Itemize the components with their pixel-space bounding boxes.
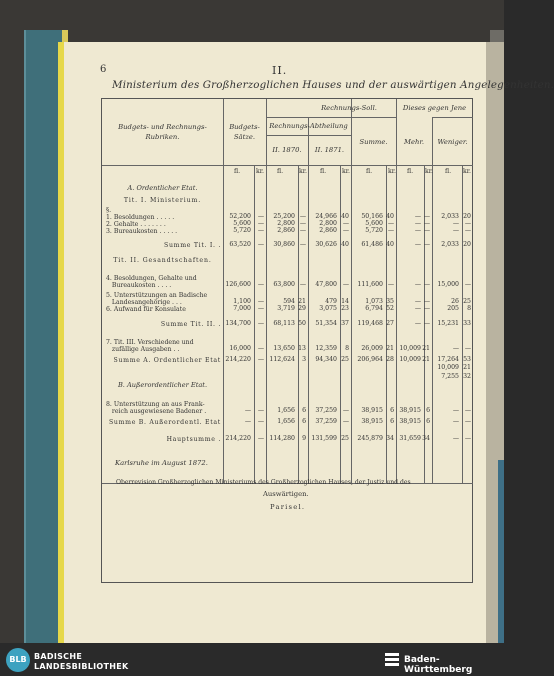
- row-11-mehr-kr: —: [423, 305, 430, 312]
- row-6-label: 3. Bureaukosten . . . . .: [106, 228, 178, 235]
- row-18-y1870: 114,280: [269, 435, 295, 442]
- row-2-label: Tit. I. Ministerium.: [123, 197, 202, 204]
- row-4-budget-kr: —: [257, 213, 264, 220]
- row-9-budget-kr: —: [257, 281, 264, 288]
- row-3-label: §.: [106, 207, 112, 214]
- row-6-summe: 5,720: [365, 227, 383, 234]
- row-13-mehr-kr: 21: [422, 345, 430, 352]
- row-14-y1871: 94,340: [315, 356, 337, 363]
- row-6-mehr: —: [414, 227, 421, 234]
- row-5-weniger-kr: —: [464, 220, 471, 227]
- row-11-mehr: —: [414, 305, 421, 312]
- page-number: 6: [100, 64, 107, 75]
- header-rubriken: Budgets- und Rechnungs- Rubriken.: [118, 123, 207, 141]
- row-14-y1870: 112,624: [269, 356, 295, 363]
- header-1870: II. 1870.: [272, 146, 302, 154]
- row-7-summe: 61,486: [361, 241, 383, 248]
- header-summe: Summe.: [359, 138, 388, 146]
- row-6-y1871-kr: —: [342, 227, 349, 234]
- col-divider: [396, 99, 397, 483]
- row-7-weniger-kr: 20: [463, 241, 471, 248]
- bookmark-ribbon: [498, 460, 504, 643]
- row-9-budget: 126,600: [225, 281, 251, 288]
- row-17-y1871: 37,259: [315, 418, 337, 425]
- row-7-mehr-kr: —: [423, 241, 430, 248]
- unit-kr: kr.: [388, 168, 396, 175]
- row-14-weniger-2: 10,009: [437, 364, 459, 371]
- row-7-mehr: —: [414, 241, 421, 248]
- row-18-mehr: 31,659: [399, 435, 421, 442]
- row-13-y1870: 13,650: [273, 345, 295, 352]
- row-divider: [266, 117, 396, 118]
- row-6-mehr-kr: —: [423, 227, 430, 234]
- row-14-weniger-kr: 53: [463, 356, 471, 363]
- row-5-y1870-kr: —: [299, 220, 306, 227]
- row-17-weniger-kr: —: [464, 418, 471, 425]
- blb-name-line-2: LANDESBIBLIOTHEK: [34, 662, 129, 671]
- row-13-label: 7. Tit. III. Verschiedene und zufällige Ausgaben . .: [106, 339, 194, 354]
- row-11-label: 6. Aufwand für Konsulate: [106, 306, 186, 313]
- row-13-budget-kr: —: [257, 345, 264, 352]
- row-4-summe-kr: 40: [386, 213, 394, 220]
- row-9-mehr: —: [414, 281, 421, 288]
- row-18-summe-kr: 34: [386, 435, 394, 442]
- row-10-summe: 1,073: [365, 298, 383, 305]
- row-8-label: Tit. II. Gesandtschaften.: [113, 257, 212, 264]
- row-14-summe: 206,964: [357, 356, 383, 363]
- row-17-summe: 38,915: [361, 418, 383, 425]
- row-18-weniger-kr: —: [464, 435, 471, 442]
- row-14-summe-kr: 28: [386, 356, 394, 363]
- row-6-y1871: 2,860: [319, 227, 337, 234]
- row-16-summe: 38,915: [361, 407, 383, 414]
- row-12-label: Summe Tit. II. .: [160, 321, 221, 328]
- row-12-mehr-kr: —: [423, 320, 430, 327]
- row-9-y1871: 47,800: [315, 281, 337, 288]
- row-16-y1870-kr: 6: [302, 407, 306, 414]
- row-11-y1870-kr: 29: [298, 305, 306, 312]
- row-14-weniger-2-kr: 21: [463, 364, 471, 371]
- unit-kr: kr.: [299, 168, 307, 175]
- row-11-summe-kr: 52: [386, 305, 394, 312]
- row-5-summe: 5,600: [365, 220, 383, 227]
- row-9-weniger: 15,000: [437, 281, 459, 288]
- row-18-mehr-kr: 34: [422, 435, 430, 442]
- row-7-y1871-kr: 40: [341, 241, 349, 248]
- row-9-mehr-kr: —: [423, 281, 430, 288]
- row-10-mehr-kr: —: [423, 298, 430, 305]
- col-divider: [308, 117, 309, 483]
- row-17-y1871-kr: —: [342, 418, 349, 425]
- row-6-weniger: —: [452, 227, 459, 234]
- row-16-budget-kr: —: [257, 407, 264, 414]
- footer-line-2: Auswärtigen.: [263, 490, 309, 498]
- row-6-weniger-kr: —: [464, 227, 471, 234]
- row-5-y1870: 2,800: [277, 220, 295, 227]
- row-13-summe-kr: 21: [386, 345, 394, 352]
- row-13-mehr: 10,009: [399, 345, 421, 352]
- row-12-summe: 119,468: [357, 320, 383, 327]
- row-7-label: Summe Tit. I. .: [164, 242, 221, 249]
- row-12-y1871-kr: 37: [341, 320, 349, 327]
- row-14-weniger: 17,264: [437, 356, 459, 363]
- row-11-y1871: 3,075: [319, 305, 337, 312]
- signature: Parisel.: [270, 503, 306, 511]
- row-10-mehr: —: [414, 298, 421, 305]
- row-9-summe-kr: —: [387, 281, 394, 288]
- unit-fl: fl.: [366, 168, 373, 175]
- row-18-summe: 245,879: [357, 435, 383, 442]
- row-14-budget: 214,220: [225, 356, 251, 363]
- row-12-y1870: 68,113: [273, 320, 295, 327]
- row-4-summe: 50,166: [361, 213, 383, 220]
- row-10-weniger-kr: 25: [463, 298, 471, 305]
- row-9-y1871-kr: —: [342, 281, 349, 288]
- row-17-mehr-kr: 6: [426, 418, 430, 425]
- row-14-weniger-3-kr: 32: [463, 373, 471, 380]
- row-4-label: 1. Besoldungen . . . . .: [106, 214, 175, 221]
- header-budget: Budgets- Sätze.: [229, 123, 260, 141]
- row-13-weniger: —: [452, 345, 459, 352]
- row-12-budget: 134,700: [225, 320, 251, 327]
- coat-of-arms-icon: [384, 651, 400, 667]
- row-17-y1870-kr: 6: [302, 418, 306, 425]
- row-16-y1871: 37,259: [315, 407, 337, 414]
- row-10-y1871-kr: 14: [341, 298, 349, 305]
- row-10-label: 5. Unterstützungen an Badische Landesangehörige . . .: [106, 292, 208, 307]
- row-16-y1871-kr: —: [342, 407, 349, 414]
- unit-fl: fl.: [277, 168, 284, 175]
- row-4-mehr: —: [414, 213, 421, 220]
- row-6-y1870-kr: —: [299, 227, 306, 234]
- row-17-budget-kr: —: [257, 418, 264, 425]
- row-6-budget: 5,720: [233, 227, 251, 234]
- row-12-mehr: —: [414, 320, 421, 327]
- row-11-summe: 6,794: [365, 305, 383, 312]
- row-10-summe-kr: 35: [386, 298, 394, 305]
- row-5-label: 2. Gehalte . . . . . . .: [106, 221, 166, 228]
- row-5-budget-kr: —: [257, 220, 264, 227]
- page-binding-strip: [58, 42, 64, 643]
- unit-fl: fl.: [445, 168, 452, 175]
- row-9-y1870-kr: —: [299, 281, 306, 288]
- place-date: Karlsruhe im August 1872.: [115, 459, 208, 467]
- row-11-y1871-kr: 23: [341, 305, 349, 312]
- header-1871: II. 1871.: [314, 146, 345, 154]
- row-13-weniger-kr: —: [464, 345, 471, 352]
- row-4-y1870-kr: —: [299, 213, 306, 220]
- row-5-weniger: —: [452, 220, 459, 227]
- row-4-mehr-kr: —: [423, 213, 430, 220]
- row-10-weniger: 26: [451, 298, 459, 305]
- row-6-budget-kr: —: [257, 227, 264, 234]
- row-12-summe-kr: 27: [386, 320, 394, 327]
- row-12-weniger-kr: 33: [463, 320, 471, 327]
- page-title: Ministerium des Großherzoglichen Hauses und der auswärtigen Angelegenheiten.: [112, 79, 554, 91]
- row-7-y1870-kr: —: [299, 241, 306, 248]
- row-17-summe-kr: 6: [390, 418, 394, 425]
- row-10-y1870-kr: 21: [298, 298, 306, 305]
- row-16-mehr: 38,915: [399, 407, 421, 414]
- row-18-y1871-kr: 25: [341, 435, 349, 442]
- row-18-budget-kr: —: [257, 435, 264, 442]
- row-4-weniger: 2,033: [441, 213, 459, 220]
- col-divider: [351, 99, 352, 483]
- row-5-summe-kr: —: [387, 220, 394, 227]
- col-divider: [266, 99, 267, 483]
- unit-kr: kr.: [425, 168, 433, 175]
- row-10-y1871: 479: [325, 298, 337, 305]
- row-18-y1870-kr: 9: [302, 435, 306, 442]
- col-divider: [223, 99, 224, 483]
- unit-fl: fl.: [320, 168, 327, 175]
- row-17-y1870: 1,656: [277, 418, 295, 425]
- row-9-summe: 111,600: [357, 281, 383, 288]
- row-10-budget: 1,100: [233, 298, 251, 305]
- unit-kr: kr.: [342, 168, 350, 175]
- row-14-y1871-kr: 25: [341, 356, 349, 363]
- row-12-y1871: 51,354: [315, 320, 337, 327]
- unit-fl: fl.: [234, 168, 241, 175]
- row-4-y1870: 25,200: [273, 213, 295, 220]
- row-13-y1870-kr: 13: [298, 345, 306, 352]
- row-4-y1871-kr: 40: [341, 213, 349, 220]
- row-4-weniger-kr: 20: [463, 213, 471, 220]
- unit-kr: kr.: [256, 168, 264, 175]
- row-18-budget: 214,220: [225, 435, 251, 442]
- header-weniger: Weniger.: [437, 138, 468, 146]
- row-11-weniger-kr: 8: [467, 305, 471, 312]
- row-4-y1871: 24,966: [315, 213, 337, 220]
- row-13-y1871-kr: 8: [345, 345, 349, 352]
- row-15-label: B. Außerordentlicher Etat.: [117, 381, 208, 389]
- unit-fl: fl.: [407, 168, 414, 175]
- row-7-budget: 63,520: [229, 241, 251, 248]
- row-5-budget: 5,600: [233, 220, 251, 227]
- unit-kr: kr.: [463, 168, 471, 175]
- row-17-mehr: 38,915: [399, 418, 421, 425]
- row-18-y1871: 131,599: [311, 435, 337, 442]
- row-16-y1870: 1,656: [277, 407, 295, 414]
- row-13-y1871: 12,359: [315, 345, 337, 352]
- row-16-budget: —: [244, 407, 251, 414]
- section-number: II.: [272, 64, 288, 77]
- row-11-weniger: 205: [447, 305, 459, 312]
- row-9-y1870: 63,800: [273, 281, 295, 288]
- row-10-y1870: 594: [283, 298, 295, 305]
- row-6-summe-kr: —: [387, 227, 394, 234]
- row-5-y1871: 2,800: [319, 220, 337, 227]
- row-5-y1871-kr: —: [342, 220, 349, 227]
- row-7-summe-kr: 40: [386, 241, 394, 248]
- row-7-weniger: 2,033: [441, 241, 459, 248]
- bw-name[interactable]: Baden-Württemberg: [404, 655, 473, 675]
- row-10-budget-kr: —: [257, 298, 264, 305]
- row-16-mehr-kr: 6: [426, 407, 430, 414]
- row-18-label: Hauptsumme .: [166, 436, 221, 443]
- row-17-label: Summe B. Außerordentl. Etat: [108, 419, 221, 426]
- row-5-mehr: —: [414, 220, 421, 227]
- row-4-budget: 52,200: [229, 213, 251, 220]
- row-16-weniger-kr: —: [464, 407, 471, 414]
- col-divider: [254, 165, 255, 483]
- header-dieses-gegen-jene: Dieses gegen Jene: [402, 104, 467, 112]
- row-5-mehr-kr: —: [423, 220, 430, 227]
- row-9-weniger-kr: —: [464, 281, 471, 288]
- row-12-weniger: 15,231: [437, 320, 459, 327]
- row-11-budget-kr: —: [257, 305, 264, 312]
- row-13-summe: 26,009: [361, 345, 383, 352]
- row-16-weniger: —: [452, 407, 459, 414]
- row-17-weniger: —: [452, 418, 459, 425]
- row-9-label: 4. Besoldungen, Gehalte und Bureaukosten . . . .: [106, 275, 197, 290]
- page-corner-shadow: [490, 30, 504, 42]
- row-18-weniger: —: [452, 435, 459, 442]
- header-rechnungs-soll: Rechnungs-Soll.: [321, 104, 377, 112]
- row-7-y1871: 30,626: [315, 241, 337, 248]
- row-16-label: 8. Unterstützung an aus Frank- reich ausgewiesene Badener .: [106, 401, 207, 416]
- row-14-label: Summe A. Ordentlicher Etat: [113, 357, 221, 364]
- header-mehr: Mehr.: [403, 138, 425, 146]
- row-11-budget: 7,000: [233, 305, 251, 312]
- footer-line-1: Oberrevision Großherzoglichen Ministeriums des Großherzoglichen Hauses, der Justiz und des: [116, 479, 411, 486]
- row-divider: [266, 135, 351, 136]
- row-divider: [432, 117, 473, 118]
- row-14-budget-kr: —: [257, 356, 264, 363]
- row-12-budget-kr: —: [257, 320, 264, 327]
- row-divider: [102, 165, 473, 166]
- row-12-y1870-kr: 50: [298, 320, 306, 327]
- row-14-y1870-kr: 3: [302, 356, 306, 363]
- row-6-y1870: 2,860: [277, 227, 295, 234]
- row-14-mehr: 10,009: [399, 356, 421, 363]
- row-16-summe-kr: 6: [390, 407, 394, 414]
- row-17-budget: —: [244, 418, 251, 425]
- blb-logo[interactable]: BLB: [6, 648, 30, 672]
- row-7-y1870: 30,860: [273, 241, 295, 248]
- blb-name-line-1: BADISCHE: [34, 652, 83, 661]
- row-14-mehr-kr: 21: [422, 356, 430, 363]
- header-abtheilung: Rechnungs-Abtheilung: [269, 122, 348, 130]
- row-1-label: A. Ordentlicher Etat.: [127, 184, 198, 192]
- row-13-budget: 16,000: [229, 345, 251, 352]
- row-14-weniger-3: 7,255: [441, 373, 459, 380]
- row-11-y1870: 3,719: [277, 305, 295, 312]
- row-7-budget-kr: —: [257, 241, 264, 248]
